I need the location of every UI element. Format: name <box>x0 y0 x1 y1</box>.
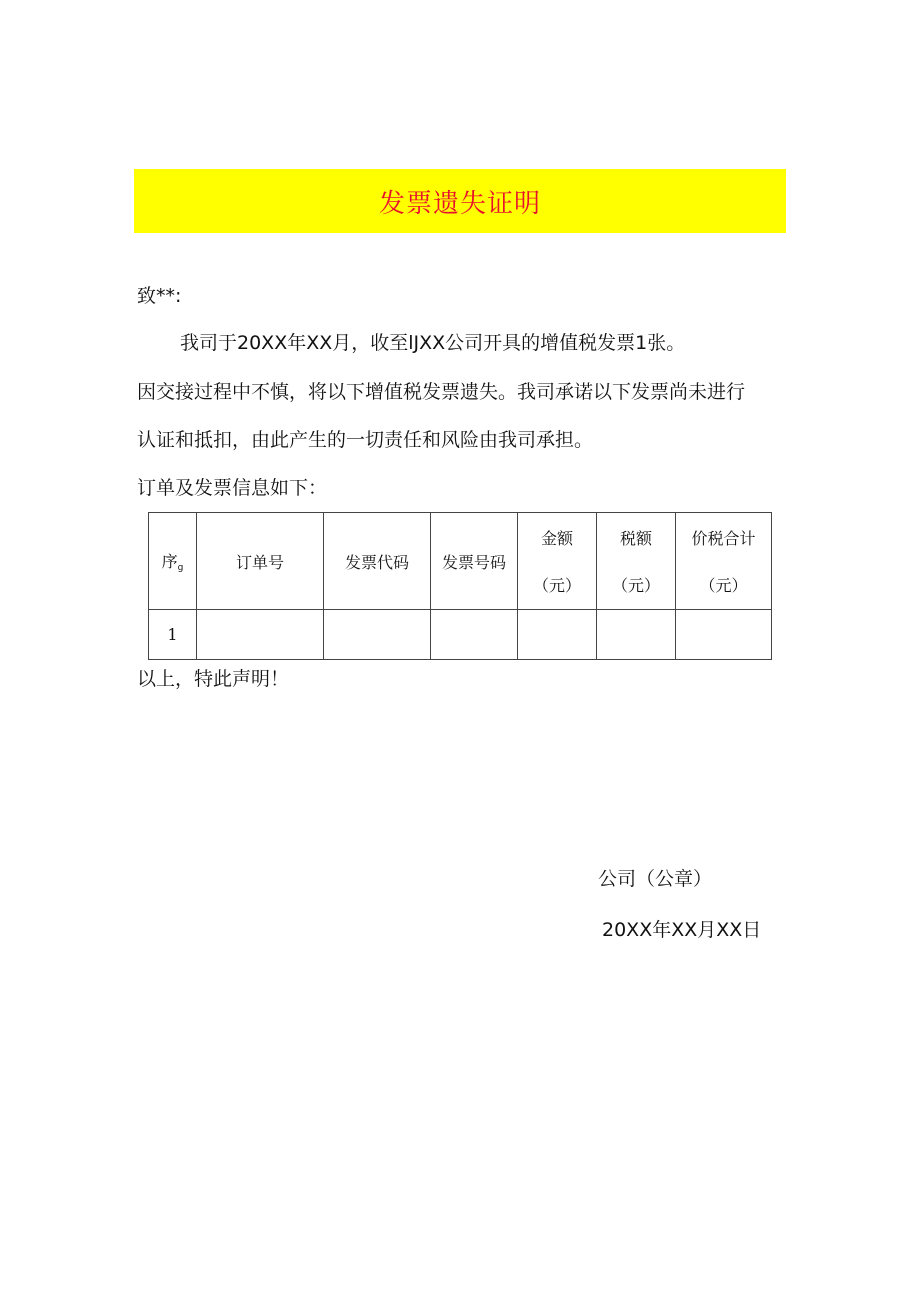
header-invoice-no: 发票号码 <box>431 513 518 610</box>
closing-statement: 以上，特此声明！ <box>137 668 290 690</box>
body-paragraph-1: 我司于20XX年XX月，收至lJXX公司开具的增值税发票1张。 <box>180 332 686 354</box>
cell-amount <box>518 610 597 660</box>
title-banner <box>134 169 786 233</box>
table-header-row <box>149 513 772 610</box>
header-tax-label: 税额 <box>619 529 652 548</box>
greeting: 致**: <box>137 285 182 307</box>
page-title: 发票遗失证明 <box>378 188 541 219</box>
cell-order-no <box>197 610 324 660</box>
signature-date: 20XX年XX月XX日 <box>602 919 762 941</box>
signature-company: 公司（公章） <box>598 868 713 890</box>
header-seq-label: 序 <box>161 552 178 571</box>
cell-invoice-no <box>431 610 518 660</box>
cell-invoice-code <box>324 610 431 660</box>
header-seq-sub: g <box>177 563 184 573</box>
cell-total <box>676 610 772 660</box>
header-amount-unit: （元） <box>532 576 581 595</box>
table-row <box>149 610 772 660</box>
cell-seq: 1 <box>149 610 197 660</box>
header-tax-unit: （元） <box>611 576 660 595</box>
header-order-no: 订单号 <box>197 513 324 610</box>
header-amount <box>518 513 597 610</box>
header-total <box>676 513 772 610</box>
header-invoice-code: 发票代码 <box>324 513 431 610</box>
cell-tax <box>597 610 676 660</box>
invoice-table <box>148 512 772 660</box>
body-paragraph-2: 因交接过程中不慎，将以下增值税发票遗失。我司承诺以下发票尚未进行 <box>137 381 746 403</box>
body-paragraph-3: 认证和抵扣，由此产生的一切责任和风险由我司承担。 <box>137 429 594 451</box>
header-amount-label: 金额 <box>540 529 573 548</box>
header-total-unit: （元） <box>699 576 748 595</box>
header-tax <box>597 513 676 610</box>
header-seq <box>149 513 197 610</box>
header-total-label: 价税合计 <box>691 529 756 548</box>
table-intro: 订单及发票信息如下： <box>137 477 328 499</box>
